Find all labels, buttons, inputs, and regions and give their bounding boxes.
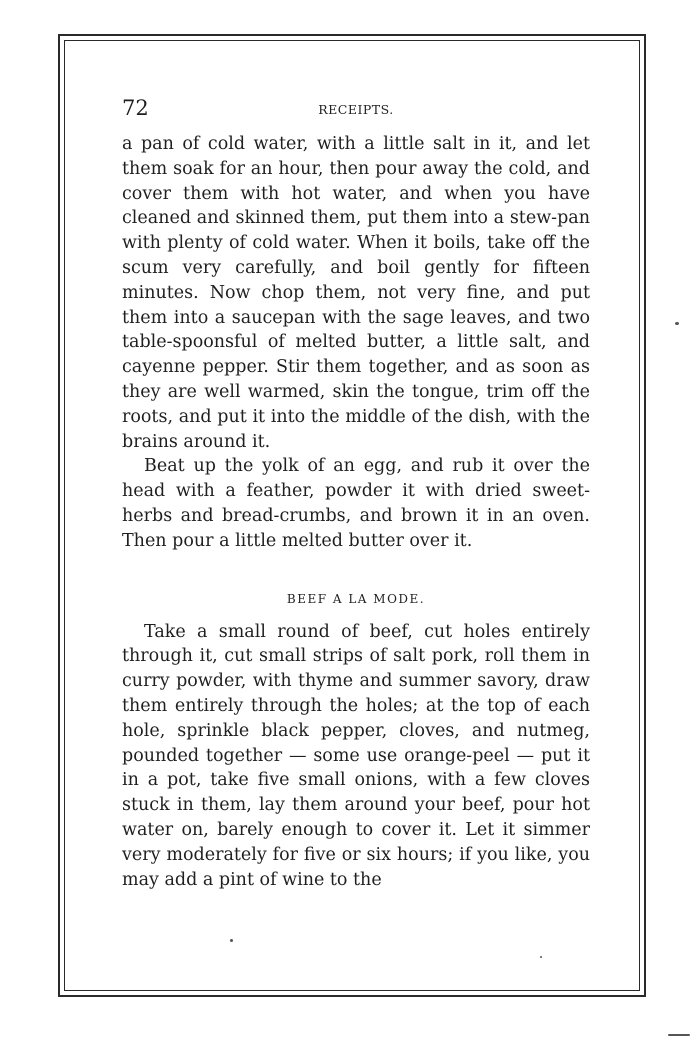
print-speck — [540, 956, 542, 958]
running-head — [122, 96, 590, 126]
paragraph-egg-glaze: Beat up the yolk of an egg, and rub it over the head with a feather, powder it with dried sweet-herbs and bread-crumbs, and brown it in an oven. Then pour a little melted butter over it. — [122, 456, 590, 551]
section-heading: BEEF A LA MODE. — [286, 591, 426, 606]
paragraph-continued: a pan of cold water, with a little salt in it, and let them soak for an hour, then pour away the cold, and cover them with hot water, and when you have cleaned and skinned them, put them into a stew-pan with plenty of cold water. When it boils, take off the scum very carefully, and boil gently for fifteen minutes. Now chop them, not very fine, and put them into a saucepan with the sage leaves, and two table-spoonsful of melted butter, a little salt, and cayenne pepper. Stir them together, and as soon as they are well warmed, skin the tongue, trim off the roots, and put it into the middle of the dish, with the brains around it. — [122, 134, 590, 452]
page-content — [122, 96, 590, 892]
running-title: RECEIPTS. — [318, 102, 394, 117]
page-number: 72 — [122, 96, 149, 120]
print-speck — [675, 322, 679, 325]
print-speck — [230, 939, 233, 942]
print-speck — [668, 1034, 690, 1036]
paragraph-beef-a-la-mode: Take a small round of beef, cut holes entirely through it, cut small strips of salt pork, roll them in curry powder, with thyme and summer savory, draw them entirely through the holes; at the top of each hole, sprinkle black pepper, cloves, and nutmeg, pounded together — some use orange-peel — put it in a pot, take five small onions, with a few cloves stuck in them, lay them around your beef, pour hot water on, barely enough to cover it. Let it simmer very moderately for five or six hours; if you like, you may add a pint of wine to the — [122, 621, 590, 890]
